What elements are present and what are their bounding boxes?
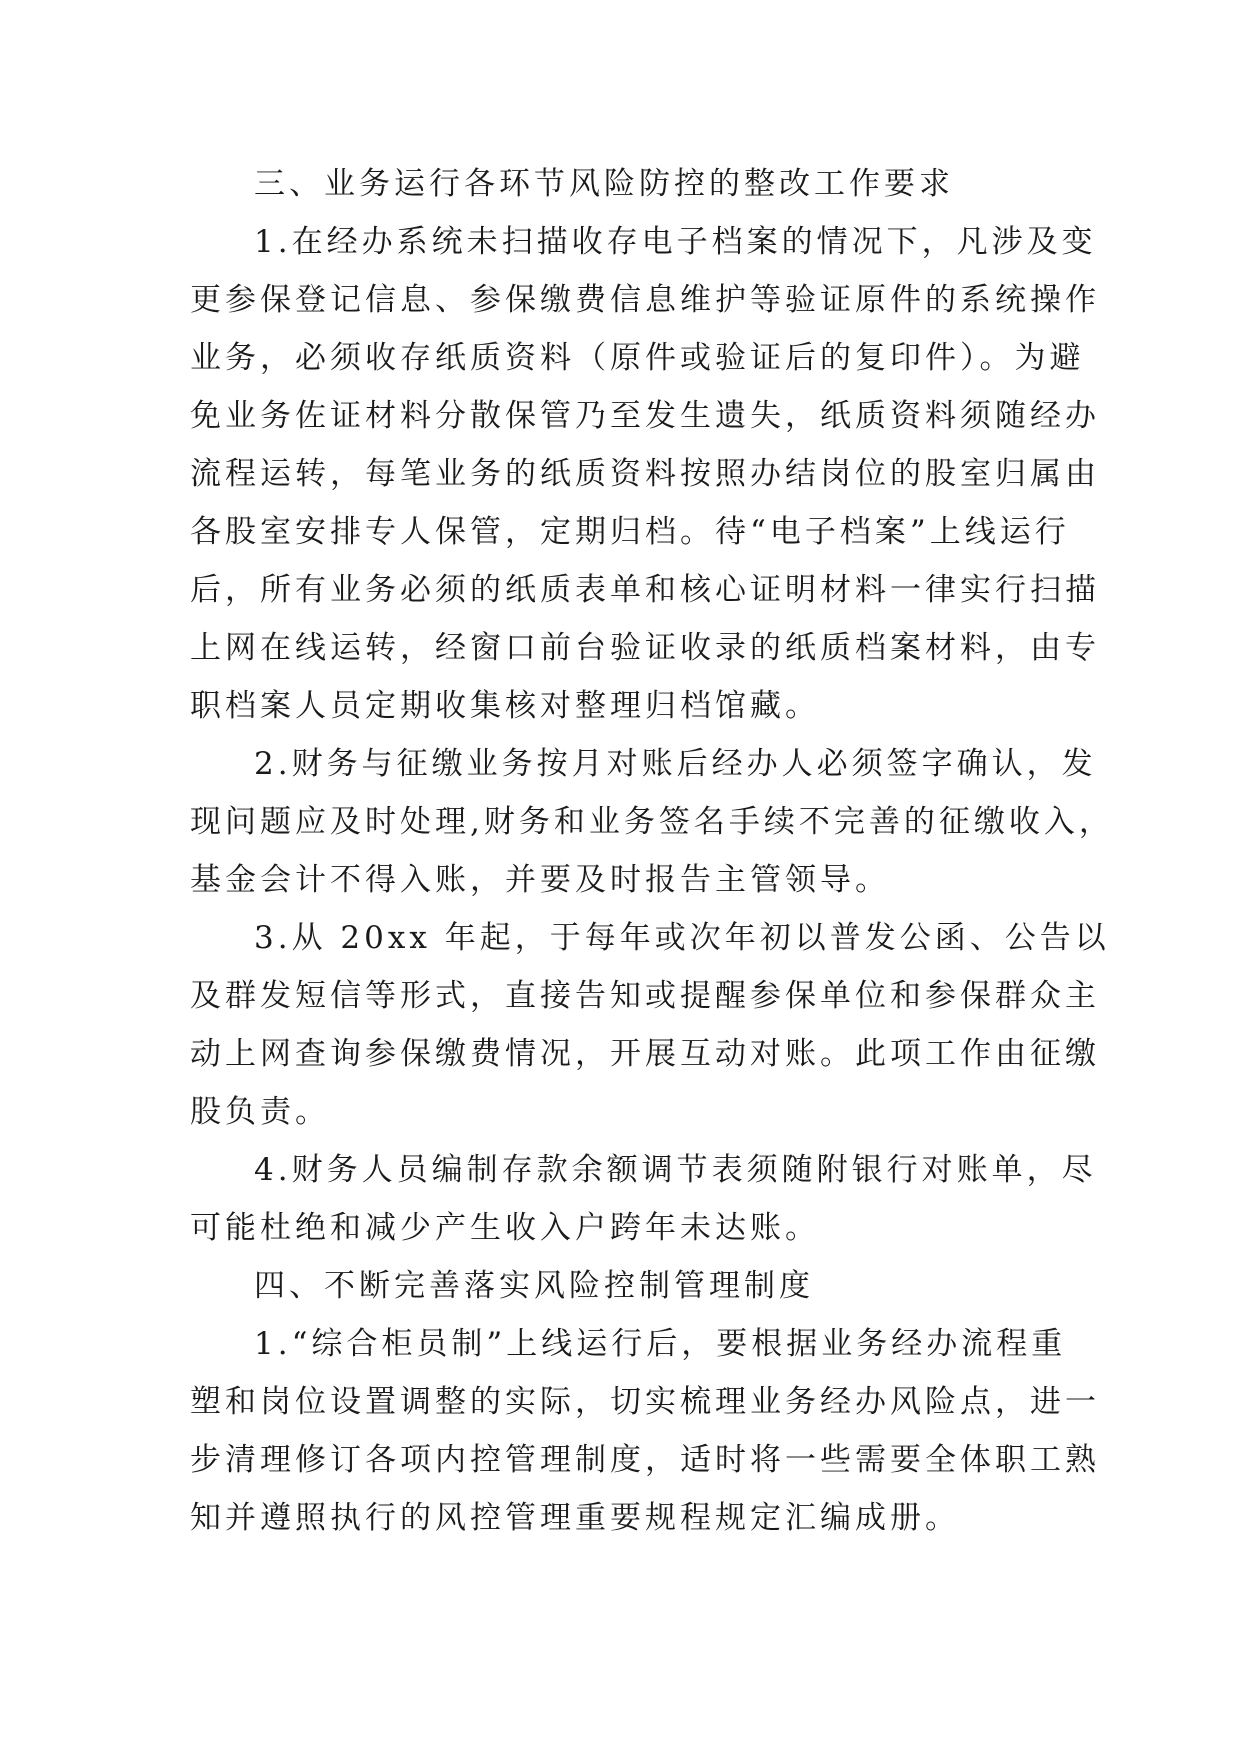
paragraph-line: 免业务佐证材料分散保管乃至发生遗失，纸质资料须随经办	[190, 398, 1100, 434]
paragraph-line: 流程运转，每笔业务的纸质资料按照办结岗位的股室归属由	[190, 456, 1100, 492]
paragraph-line: 后，所有业务必须的纸质表单和核心证明材料一律实行扫描	[190, 572, 1100, 608]
paragraph-line: 知并遵照执行的风控管理重要规程规定汇编成册。	[190, 1500, 960, 1536]
paragraph-line: 1.“综合柜员制”上线运行后，要根据业务经办流程重	[254, 1326, 1067, 1362]
paragraph-line: 可能杜绝和减少产生收入户跨年未达账。	[190, 1210, 820, 1246]
paragraph-line: 步清理修订各项内控管理制度，适时将一些需要全体职工熟	[190, 1442, 1100, 1478]
paragraph-line: 各股室安排专人保管，定期归档。待“电子档案”上线运行	[190, 514, 1070, 550]
section-heading-4: 四、不断完善落实风险控制管理制度	[254, 1268, 814, 1304]
paragraph-line: 更参保登记信息、参保缴费信息维护等验证原件的系统操作	[190, 282, 1100, 318]
paragraph-line: 2.财务与征缴业务按月对账后经办人必须签字确认，发	[254, 746, 1097, 782]
paragraph-line: 股负责。	[190, 1094, 330, 1130]
paragraph-line: 3.从 20xx 年起，于每年或次年初以普发公函、公告以	[254, 920, 1110, 956]
paragraph-line: 塑和岗位设置调整的实际，切实梳理业务经办风险点，进一	[190, 1384, 1100, 1420]
paragraph-line: 上网在线运转，经窗口前台验证收录的纸质档案材料，由专	[190, 630, 1100, 666]
paragraph-line: 业务，必须收存纸质资料（原件或验证后的复印件）。为避	[190, 340, 1085, 376]
paragraph-line: 基金会计不得入账，并要及时报告主管领导。	[190, 862, 890, 898]
paragraph-line: 职档案人员定期收集核对整理归档馆藏。	[190, 688, 820, 724]
paragraph-line: 现问题应及时处理,财务和业务签名手续不完善的征缴收入，	[190, 804, 1114, 840]
section-heading-3: 三、业务运行各环节风险防控的整改工作要求	[254, 166, 954, 202]
document-body	[190, 155, 1114, 1547]
paragraph-line: 1.在经办系统未扫描收存电子档案的情况下，凡涉及变	[254, 224, 1097, 260]
paragraph-line: 4.财务人员编制存款余额调节表须随附银行对账单，尽	[254, 1152, 1097, 1188]
paragraph-line: 及群发短信等形式，直接告知或提醒参保单位和参保群众主	[190, 978, 1100, 1014]
paragraph-line: 动上网查询参保缴费情况，开展互动对账。此项工作由征缴	[190, 1036, 1100, 1072]
